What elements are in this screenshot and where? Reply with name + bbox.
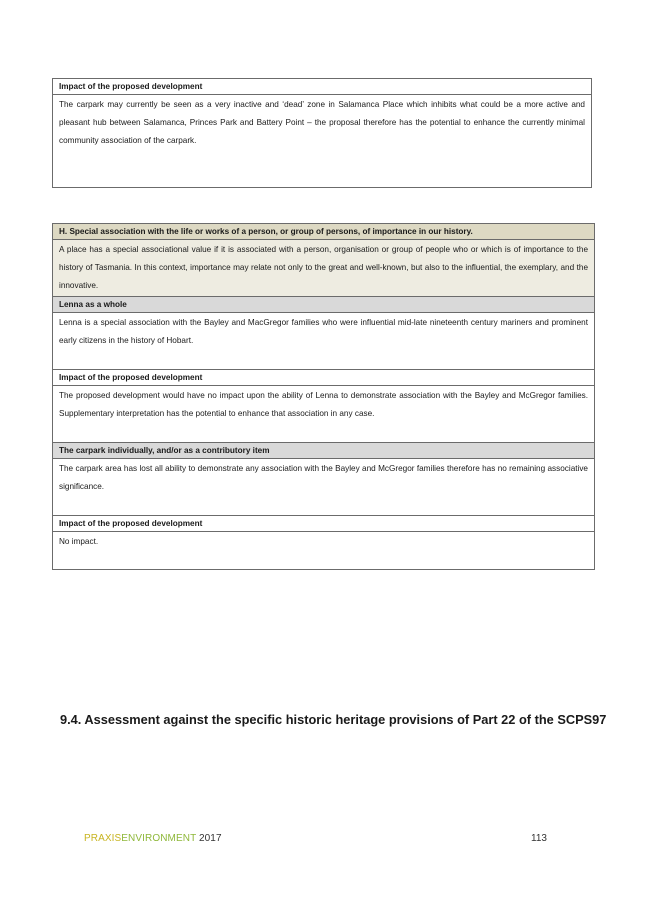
impact-header-lenna: Impact of the proposed development — [53, 370, 594, 386]
lenna-whole-body: Lenna is a special association with the Bayley and MacGregor families who were influential mid-late nineteenth century mariners and prominent early citizens in the history of Hobart. — [53, 313, 594, 370]
footer-brand — [84, 833, 222, 844]
page-number: 113 — [531, 833, 547, 844]
impact-table-previous-criterion — [52, 78, 592, 188]
section-heading: 9.4. Assessment against the specific historic heritage provisions of Part 22 of the SCPS97 — [60, 712, 607, 727]
carpark-header: The carpark individually, and/or as a contributory item — [53, 443, 594, 459]
impact-body-lenna: The proposed development would have no impact upon the ability of Lenna to demonstrate association with the Bayley and McGregor families. Supplementary interpretation has the potential to enhance that association in any case. — [53, 386, 594, 443]
carpark-body: The carpark area has lost all ability to demonstrate any association with the Bayley and McGregor families therefore has no remaining associative significance. — [53, 459, 594, 516]
criterion-h-table — [52, 223, 595, 570]
impact-header: Impact of the proposed development — [53, 79, 591, 95]
brand-environment: ENVIRONMENT — [121, 833, 197, 844]
brand-praxis: PRAXIS — [84, 833, 122, 844]
impact-header-carpark: Impact of the proposed development — [53, 516, 594, 532]
criterion-h-description: A place has a special associational value if it is associated with a person, organisation or group of people who or which is of importance to the history of Tasmania. In this context, importance may relate not only to the great and well-known, but also to the influential, the exemplary, and the innovative. — [53, 240, 594, 297]
lenna-whole-header: Lenna as a whole — [53, 297, 594, 313]
impact-body-carpark: No impact. — [59, 537, 99, 546]
impact-body: The carpark may currently be seen as a very inactive and ‘dead’ zone in Salamanca Place which inhibits what could be a more active and pleasant hub between Salamanca, Princes Park and Battery Point – the proposal therefore has the potential to enhance the currently minimal community association of the carpark. — [59, 100, 585, 146]
footer-year: 2017 — [196, 833, 222, 844]
criterion-h-header: H. Special association with the life or works of a person, or group of persons, of importance in our history. — [53, 224, 594, 240]
